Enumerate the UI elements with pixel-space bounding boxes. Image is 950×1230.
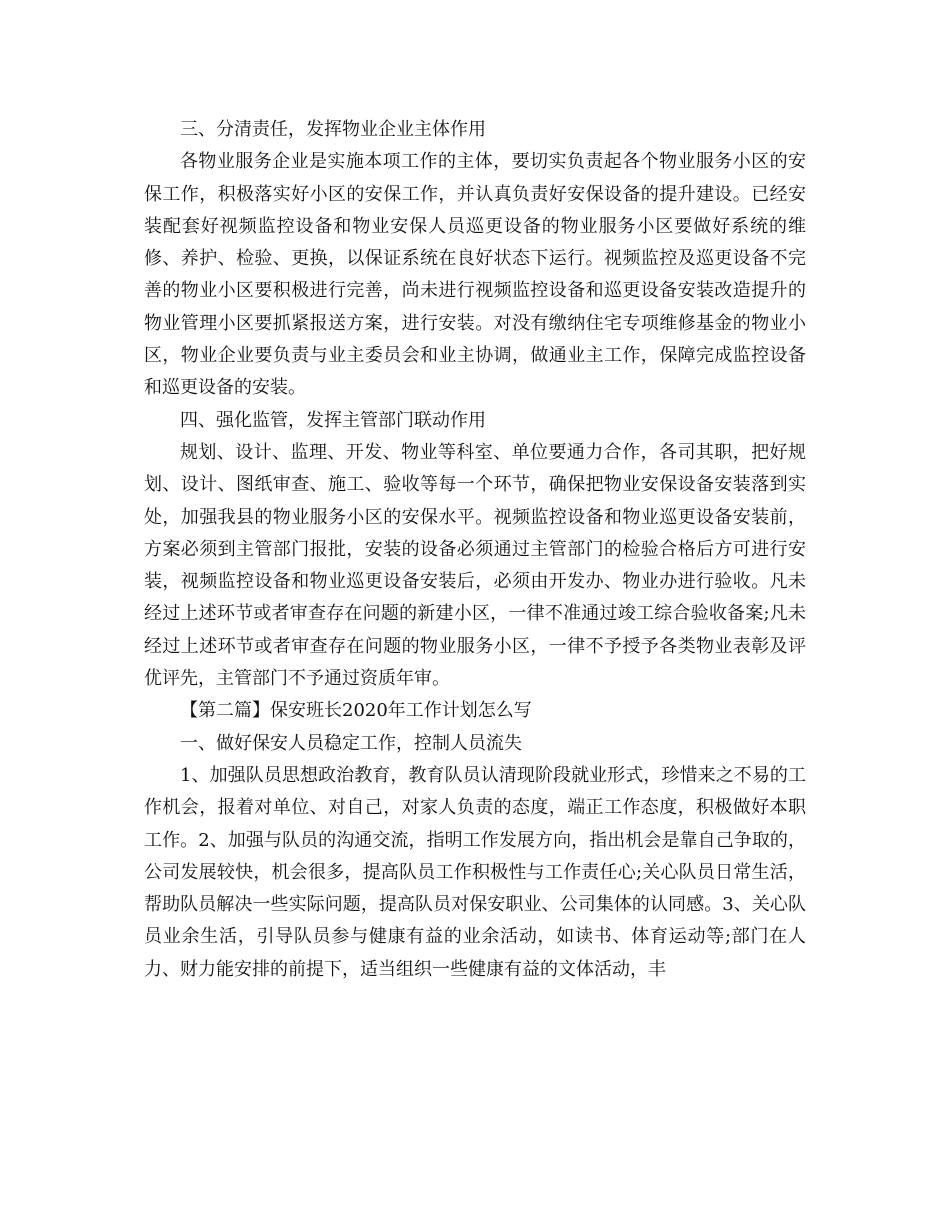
article-title: 【第二篇】保安班长2020年工作计划怎么写 [180,700,532,722]
body-paragraph: 各物业服务企业是实施本项工作的主体，要切实负责起各个物业服务小区的安保工作，积极落实好小区的安保工作，并认真负责好安保设备的提升建设。已经安装配套好视频监控设备和物业安保人员巡更设备的物业服务小区要做好系统的维修、养护、检验、更换，以保证系统在良好状态下运行。视频监控及巡更设备不完善的物业小区要积极进行完善，尚未进行视频监控设备和巡更设备安装改造提升的物业管理小区要抓紧报送方案，进行安装。对没有缴纳住宅专项维修基金的物业小区，物业企业要负责与业主委员会和业主协调，做通业主工作，保障完成监控设备和巡更设备的安装。 [144,151,806,399]
section-heading-1: 一、做好保安人员稳定工作，控制人员流失 [180,732,522,754]
body-paragraph: 规划、设计、监理、开发、物业等科室、单位要通力合作，各司其职，把好规划、设计、图纸审查、施工、验收等每一个环节，确保把物业安保设备安装落到实处，加强我县的物业服务小区的安保水平。视频监控设备和物业巡更设备安装前，方案必须到主管部门报批，安装的设备必须通过主管部门的检验合格后方可进行安装，视频监控设备和物业巡更设备安装后，必须由开发办、物业办进行验收。凡未经过上述环节或者审查存在问题的新建小区，一律不准通过竣工综合验收备案;凡未经过上述环节或者审查存在问题的物业服务小区，一律不予授予各类物业表彰及评优评先，主管部门不予通过资质年审。 [144,441,806,690]
section-heading-3: 三、分清责任，发挥物业企业主体作用 [180,119,486,140]
section-heading-4: 四、强化监管，发挥主管部门联动作用 [180,409,486,431]
document-page [144,114,806,986]
body-paragraph: 1、加强队员思想政治教育，教育队员认清现阶段就业形式，珍惜来之不易的工作机会，报着对单位、对自己，对家人负责的态度，端正工作态度，积极做好本职工作。2、加强与队员的沟通交流，指明工作发展方向，指出机会是靠自己争取的，公司发展较快，机会很多，提高队员工作积极性与工作责任心;关心队员日常生活，帮助队员解决一些实际问题，提高队员对保安职业、公司集体的认同感。3、关心队员业余生活，引导队员参与健康有益的业余活动，如读书、体育运动等;部门在人力、财力能安排的前提下，适当组织一些健康有益的文体活动，丰 [144,764,806,980]
